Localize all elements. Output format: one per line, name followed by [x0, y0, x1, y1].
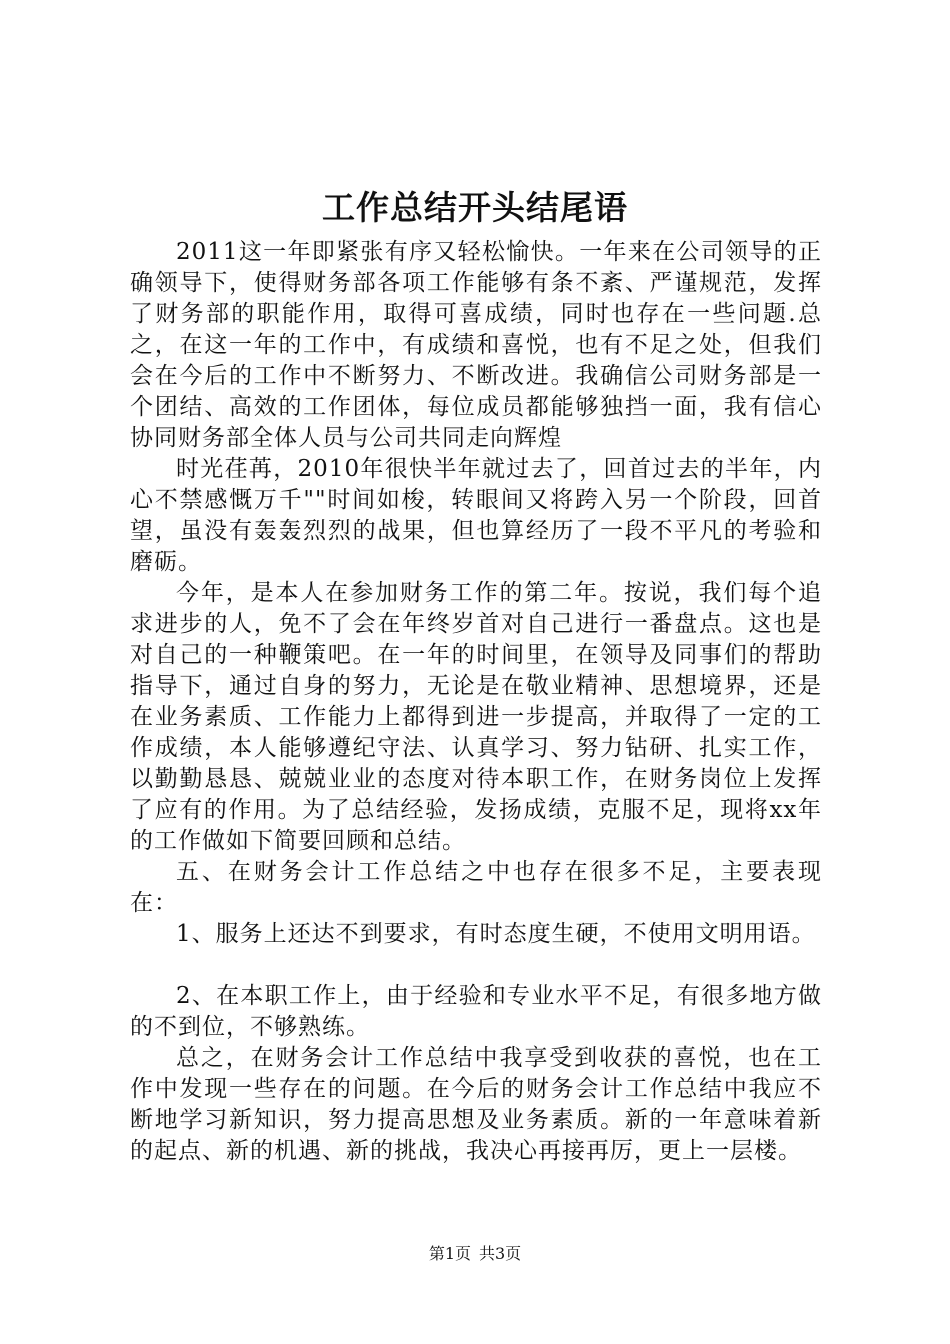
paragraph-5: 1、服务上还达不到要求，有时态度生硬，不使用文明用语。 [176, 921, 816, 947]
paragraph-6: 2、在本职工作上，由于经验和专业水平不足，有很多地方做的不到位，不够熟练。 [130, 983, 822, 1040]
page-title: 工作总结开头结尾语 [322, 188, 628, 227]
paragraph-7: 总之，在财务会计工作总结中我享受到收获的喜悦，也在工作中发现一些存在的问题。在今后的财务会计工作总结中我应不断地学习新知识，努力提高思想及业务素质。新的一年意味着新的起点、新的机遇、新的挑战，我决心再接再厉，更上一层楼。 [130, 1045, 822, 1164]
page-number: 第1页 [428, 1244, 471, 1263]
page-footer [0, 1243, 950, 1265]
paragraph-1: 2011这一年即紧张有序又轻松愉快。一年来在公司领导的正确领导下，使得财务部各项工作能够有条不紊、严谨规范，发挥了财务部的职能作用，取得可喜成绩，同时也存在一些问题.总之，在这一年的工作中，有成绩和喜悦，也有不足之处，但我们会在今后的工作中不断努力、不断改进。我确信公司财务部是一个团结、高效的工作团体，每位成员都能够独挡一面，我有信心协同财务部全体人员与公司共同走向辉煌 [130, 239, 822, 451]
document-body [130, 237, 822, 1167]
paragraph-3: 今年，是本人在参加财务工作的第二年。按说，我们每个追求进步的人，免不了会在年终岁首对自己进行一番盘点。这也是对自己的一种鞭策吧。在一年的时间里，在领导及同事们的帮助指导下，通过自身的努力，无论是在敬业精神、思想境界，还是在业务素质、工作能力上都得到进一步提高，并取得了一定的工作成绩，本人能够遵纪守法、认真学习、努力钻研、扎实工作，以勤勤恳恳、兢兢业业的态度对待本职工作，在财务岗位上发挥了应有的作用。为了总结经验，发扬成绩，克服不足，现将xx年的工作做如下简要回顾和总结。 [130, 580, 822, 854]
paragraph-2: 时光荏苒，2010年很快半年就过去了，回首过去的半年，内心不禁感慨万千""时间如梭，转眼间又将跨入另一个阶段，回首望，虽没有轰轰烈烈的战果，但也算经历了一段不平凡的考验和磨砺。 [130, 456, 822, 575]
paragraph-4: 五、在财务会计工作总结之中也存在很多不足，主要表现在： [130, 859, 822, 916]
page-total: 共3页 [479, 1244, 522, 1263]
